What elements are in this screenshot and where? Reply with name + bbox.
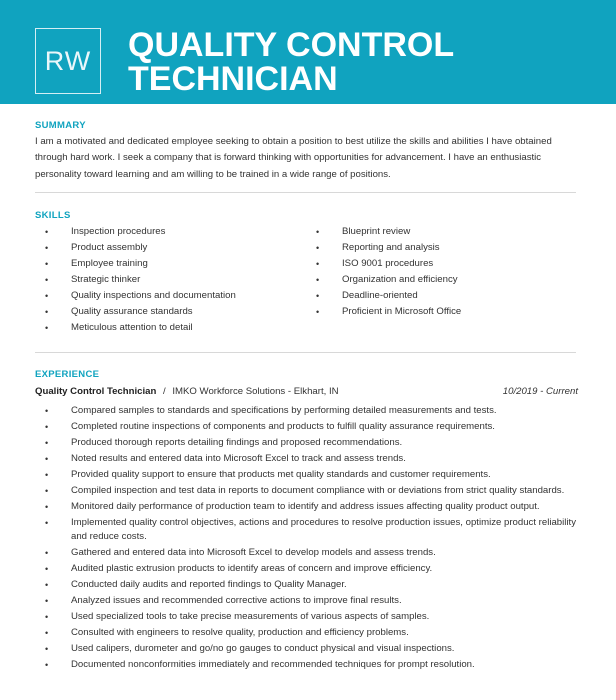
duty-item: • Analyzed issues and recommended corrective actions to improve final results. — [45, 594, 580, 609]
duty-item: • Implemented quality control objectives, actions and procedures to resolve production issues, optimize product reliability and reduce costs. — [45, 516, 580, 545]
duty-item: • Audited plastic extrusion products to identify areas of concern and improve efficiency. — [45, 562, 580, 577]
skill-item: • Deadline-oriented — [316, 288, 461, 304]
skill-item: • Meticulous attention to detail — [45, 320, 236, 336]
duty-item: • Provided quality support to ensure that products met quality standards and customer requirements. — [45, 468, 580, 483]
skill-item: • Quality inspections and documentation — [45, 288, 236, 304]
job-dates: 10/2019 - Current — [502, 386, 578, 397]
duty-item: • Used calipers, durometer and go/no go gauges to conduct physical and visual inspections. — [45, 642, 580, 657]
summary-text: I am a motivated and dedicated employee seeking to obtain a position to best utilize the skills and abilities I have obtained through hard work. I seek a company that is forward thinking with opportunities for advancement. I have an enthusiastic personality toward learning and am willing to be trained in a wide range of positions. — [35, 136, 552, 180]
duty-item: • Documented nonconformities immediately and recommended techniques for prompt resolution. — [45, 658, 580, 673]
name-line-1: QUALITY CONTROL — [128, 26, 455, 64]
job-separator: / — [163, 386, 166, 397]
divider — [35, 192, 576, 193]
duty-item: • Compiled inspection and test data in reports to document compliance with or deviations from strict quality standards. — [45, 484, 580, 499]
job-company: IMKO Workforce Solutions - Elkhart, IN — [172, 386, 339, 397]
resume-header — [0, 0, 616, 104]
skills-heading: SKILLS — [35, 210, 71, 221]
skills-list-left — [45, 224, 236, 336]
job-heading — [35, 386, 339, 397]
name-line-2: TECHNICIAN — [128, 60, 338, 98]
duty-item: • Produced thorough reports detailing findings and proposed recommendations. — [45, 436, 580, 451]
divider — [35, 352, 576, 353]
skill-item: • Reporting and analysis — [316, 240, 461, 256]
skill-item: • Organization and efficiency — [316, 272, 461, 288]
duty-item: • Completed routine inspections of components and products to fulfill quality assurance requirements. — [45, 420, 580, 435]
job-title: Quality Control Technician — [35, 386, 157, 397]
monogram-badge: RW — [35, 28, 101, 94]
duty-item: • Gathered and entered data into Microsoft Excel to develop models and assess trends. — [45, 546, 580, 561]
duty-item: • Conducted daily audits and reported findings to Quality Manager. — [45, 578, 580, 593]
experience-heading: EXPERIENCE — [35, 369, 100, 380]
skill-item: • Employee training — [45, 256, 236, 272]
job-duties-list — [45, 404, 580, 674]
duty-item: • Noted results and entered data into Microsoft Excel to track and assess trends. — [45, 452, 580, 467]
duty-item: • Used specialized tools to take precise measurements of various aspects of samples. — [45, 610, 580, 625]
skill-item: • Strategic thinker — [45, 272, 236, 288]
skill-item: • Inspection procedures — [45, 224, 236, 240]
resume-name — [128, 28, 454, 96]
skill-item: • Blueprint review — [316, 224, 461, 240]
skill-item: • Product assembly — [45, 240, 236, 256]
duty-item: • Monitored daily performance of production team to identify and address issues affecting quality product output. — [45, 500, 580, 515]
skill-item: • Quality assurance standards — [45, 304, 236, 320]
skill-item: • ISO 9001 procedures — [316, 256, 461, 272]
duty-item: • Compared samples to standards and specifications by performing detailed measurements and tests. — [45, 404, 580, 419]
duty-item: • Consulted with engineers to resolve quality, production and efficiency problems. — [45, 626, 580, 641]
summary-heading: SUMMARY — [35, 120, 86, 131]
skill-item: • Proficient in Microsoft Office — [316, 304, 461, 320]
skills-list-right — [316, 224, 461, 320]
